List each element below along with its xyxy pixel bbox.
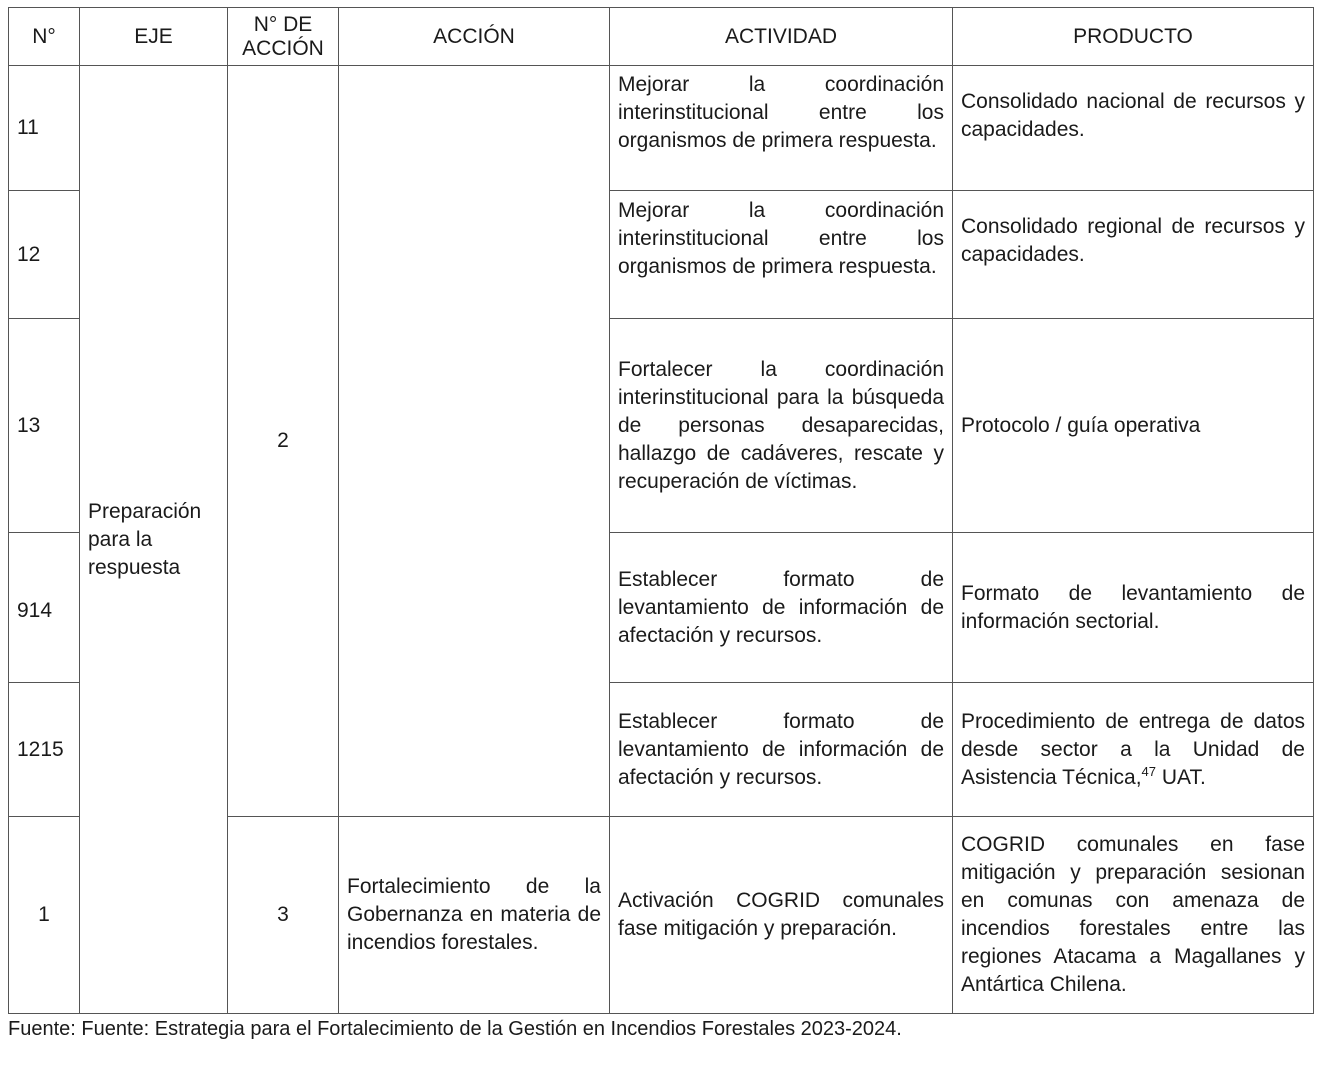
producto-cell: Consolidado nacional de recursos y capacidades.	[953, 66, 1314, 191]
accion-cell: Fortalecimiento de la Gobernanza en materia de incendios forestales.	[339, 817, 610, 1014]
producto-cell: Formato de levantamiento de información sectorial.	[953, 533, 1314, 683]
num-accion-cell: 2	[228, 66, 339, 817]
row-num: 914	[9, 533, 80, 683]
producto-cell	[953, 683, 1314, 817]
accion-cell	[339, 66, 610, 817]
row-num: 13	[9, 319, 80, 533]
header-accion: ACCIÓN	[339, 8, 610, 66]
header-actividad: ACTIVIDAD	[610, 8, 953, 66]
actividad-cell: Establecer formato de levantamiento de información de afectación y recursos.	[610, 683, 953, 817]
header-eje: EJE	[80, 8, 228, 66]
row-num: 12	[9, 191, 80, 319]
actividad-cell: Mejorar la coordinación interinstitucional entre los organismos de primera respuesta.	[610, 191, 953, 319]
producto-text: Procedimiento de entrega de datos desde sector a la Unidad de Asistencia Técnica,	[961, 709, 1305, 789]
header-num: N°	[9, 8, 80, 66]
row-num: 1	[9, 817, 80, 1014]
source-note: Fuente: Fuente: Estrategia para el Fortalecimiento de la Gestión en Incendios Forestales 2023-2024.	[8, 1018, 902, 1040]
header-producto: PRODUCTO	[953, 8, 1314, 66]
actividad-cell: Activación COGRID comunales fase mitigación y preparación.	[610, 817, 953, 1014]
eje-cell: Preparación para la respuesta	[80, 66, 228, 1014]
actions-table	[8, 7, 1314, 1014]
actividad-cell: Fortalecer la coordinación interinstitucional para la búsqueda de personas desaparecidas, hallazgo de cadáveres, rescate y recuperación de víctimas.	[610, 319, 953, 533]
producto-cell: Protocolo / guía operativa	[953, 319, 1314, 533]
producto-text-end: UAT.	[1156, 765, 1206, 789]
header-num-accion: N° DE ACCIÓN	[228, 8, 339, 66]
producto-cell: COGRID comunales en fase mitigación y preparación sesionan en comunas con amenaza de incendios forestales entre las regiones Atacama a Magallanes y Antártica Chilena.	[953, 817, 1314, 1014]
table-row	[9, 66, 1314, 191]
row-num: 11	[9, 66, 80, 191]
actividad-cell: Establecer formato de levantamiento de información de afectación y recursos.	[610, 533, 953, 683]
actividad-cell: Mejorar la coordinación interinstitucional entre los organismos de primera respuesta.	[610, 66, 953, 191]
producto-cell: Consolidado regional de recursos y capacidades.	[953, 191, 1314, 319]
row-num: 1215	[9, 683, 80, 817]
footnote-ref: 47	[1141, 763, 1156, 779]
num-accion-cell: 3	[228, 817, 339, 1014]
header-row	[9, 8, 1314, 66]
